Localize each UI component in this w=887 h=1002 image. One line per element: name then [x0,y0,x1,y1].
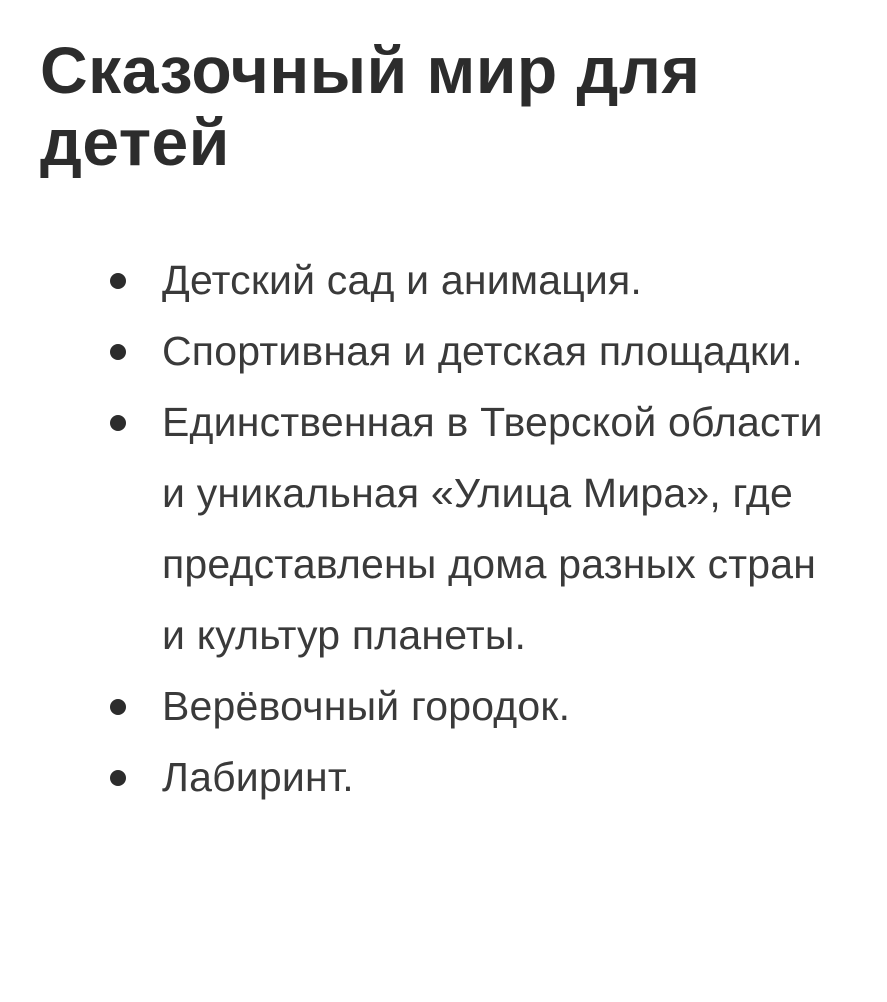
list-item-text: Единственная в Тверской области и уникальная «Улица Мира», где представлены дома разных стран и культур планеты. [162,399,823,658]
section-title: Сказочный мир для детей [40,33,701,179]
list-item [0,316,887,387]
bullet-icon [110,699,126,715]
list-item [0,671,887,742]
list-item-text: Верёвочный городок. [162,683,571,729]
list-item [0,245,887,316]
list-item-text: Спортивная и детская площадки. [162,328,803,374]
feature-list [0,245,887,813]
bullet-icon [110,273,126,289]
list-item-text: Детский сад и анимация. [162,257,642,303]
bullet-icon [110,770,126,786]
list-item [0,387,887,671]
list-item-text: Лабиринт. [162,754,354,800]
bullet-icon [110,344,126,360]
bullet-icon [110,415,126,431]
list-item [0,742,887,813]
